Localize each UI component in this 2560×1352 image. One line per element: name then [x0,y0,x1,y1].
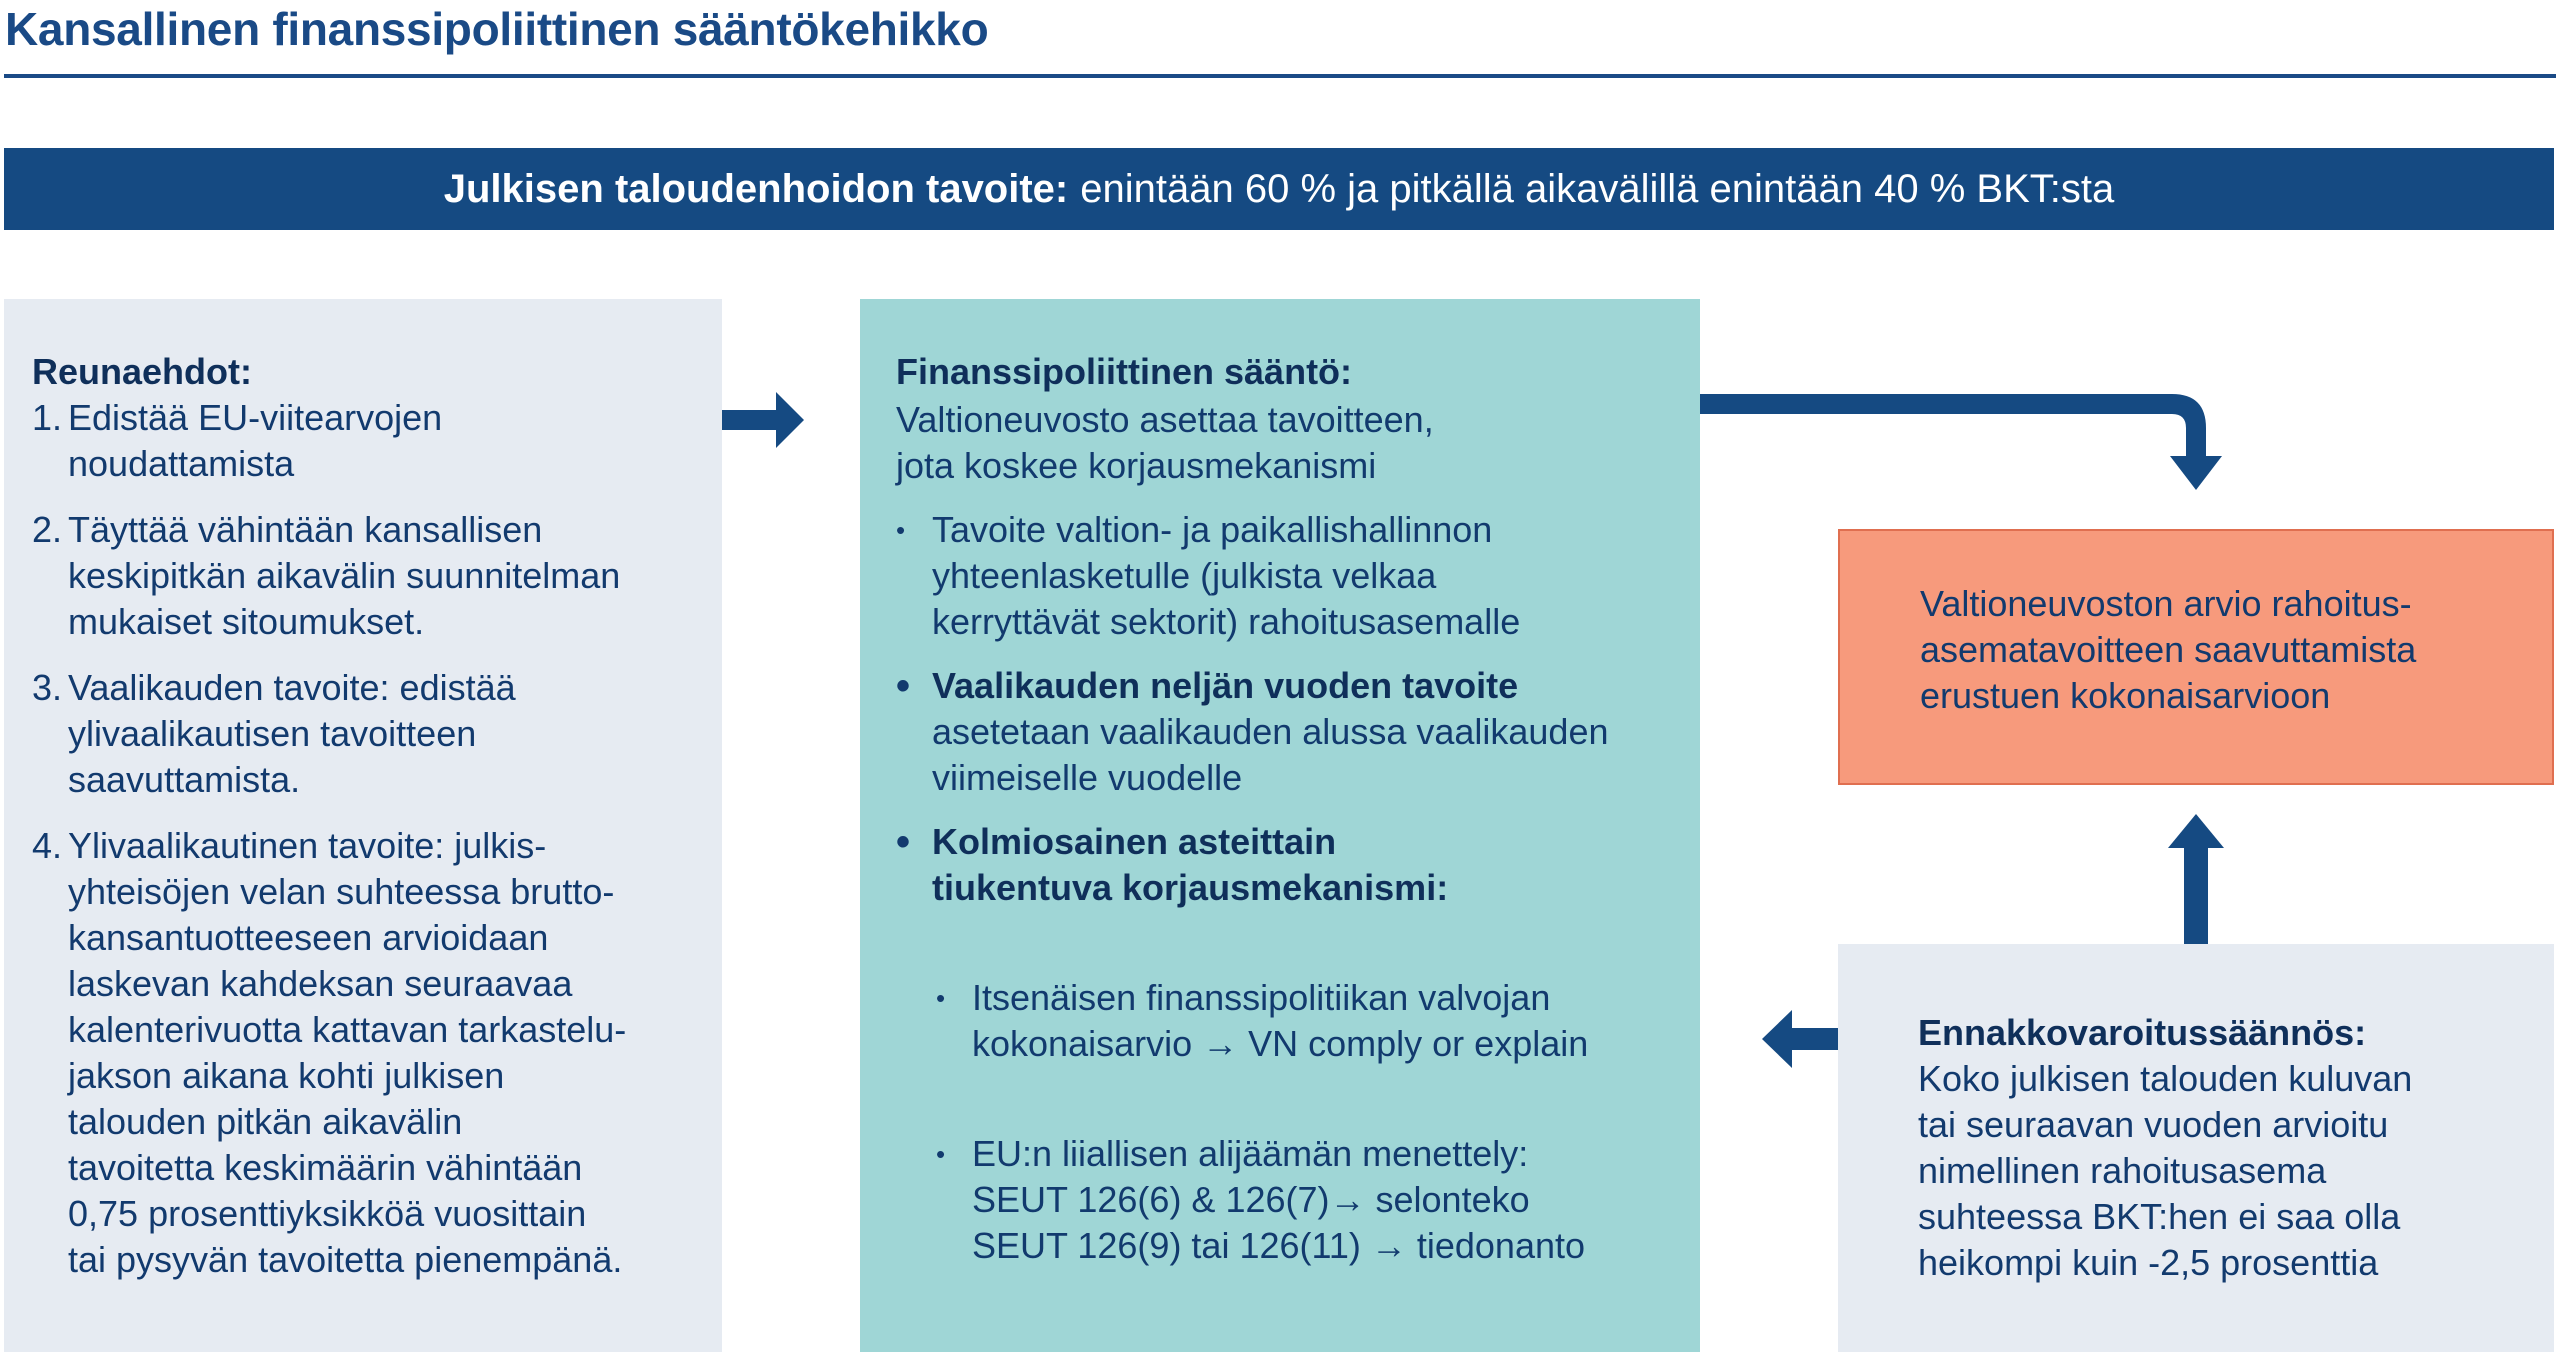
item-number: 1. [32,397,63,438]
sub-list [936,929,1676,1333]
page-title: Kansallinen finanssipoliittinen sääntökehikko [5,3,989,55]
arrow-up-icon [2168,814,2224,944]
early-warning-box [1838,944,2554,1352]
early-warning-text: Koko julkisen talouden kuluvan tai seuraavan vuoden arvioitu nimellinen rahoitusasema suhteessa BKT:hen ei saa olla heikompi kuin -2,5 prosenttia [1918,1058,2413,1283]
sub-list-item [936,1131,1676,1269]
list-item [32,823,696,1283]
list-item [896,819,1676,1352]
goal-label: Julkisen taloudenhoidon tavoite: [443,167,1069,211]
title-underline [4,74,2556,78]
item-number: 3. [32,667,63,708]
item-text [932,663,1676,801]
arrow-left-icon [1762,1010,1838,1068]
assessment-text: Valtioneuvoston arvio rahoitus- asematavoitteen saavuttamista erustuen kokonaisarvioon [1920,583,2417,716]
fiscal-rule-box [860,299,1700,1352]
constraints-box [4,299,722,1352]
goal-text: enintään 60 % ja pitkällä aikavälillä enintään 40 % BKT:sta [1080,167,2115,211]
item-text: Vaalikauden tavoite: edistää ylivaalikautisen tavoitteen saavuttamista. [68,667,516,800]
item-text [932,819,1676,1352]
list-item [32,507,696,645]
assessment-box [1838,529,2554,785]
item-number: 4. [32,825,63,866]
bullet-icon: • [936,983,946,1013]
item-rest-text: asetetaan vaalikauden alussa vaalikauden viimeiselle vuodelle [932,711,1609,798]
item-bold-text: Vaalikauden neljän vuoden tavoite [932,665,1519,706]
arrow-right-icon [722,392,804,448]
sub-item-text: EU:n liiallisen alijäämän menettely: SEUT 126(6) & 126(7)→ selonteko SEUT 126(9) tai 126(11) → tiedonanto [972,1133,1586,1266]
list-item [32,665,696,803]
sub-item-text: Itsenäisen finanssipolitiikan valvojan kokonaisarvio → VN comply or explain [972,977,1589,1064]
list-item [32,395,696,487]
item-text: Täyttää vähintään kansallisen keskipitkän aikavälin suunnitelman mukaiset sitoumukset. [68,509,621,642]
item-text: Ylivaalikautinen tavoite: julkis- yhteisöjen velan suhteessa brutto- kansantuotteeseen arvioidaan laskevan kahdeksan seuraavaa kalenterivuotta kattavan tarkastelu- jakson aikana kohti julkisen talouden pitkän aikavälin tavoitetta keskimäärin vähintään 0,75 prosenttiyksikköä vuosittain tai pysyvän tavoitetta pienempänä. [68,825,627,1280]
item-bold-text: Kolmiosainen asteittain tiukentuva korjausmekanismi: [932,821,1449,908]
constraints-list [32,395,696,1283]
constraints-heading: Reunaehdot: [32,351,252,392]
bullet-icon: • [896,820,911,864]
goal-banner [4,148,2554,230]
list-item [896,663,1676,801]
bullet-icon: • [896,664,911,708]
bullet-icon: • [896,515,906,545]
item-text: Edistää EU-viitearvojen noudattamista [68,397,443,484]
fiscal-rule-heading: Finanssipoliittinen sääntö: [896,351,1353,392]
list-item [896,507,1676,645]
bullet-icon: • [936,1139,946,1169]
early-warning-heading: Ennakkovaroitussäännös: [1918,1012,2367,1053]
fiscal-rule-intro: Valtioneuvosto asettaa tavoitteen, jota koskee korjausmekanismi [896,399,1434,486]
elbow-arrow-icon [1700,394,2222,490]
item-text: Tavoite valtion- ja paikallishallinnon yhteenlasketulle (julkista velkaa kerryttävät sektorit) rahoitusasemalle [932,509,1521,642]
item-number: 2. [32,509,63,550]
fiscal-rule-list [896,507,1676,1352]
sub-list-item [936,975,1676,1067]
